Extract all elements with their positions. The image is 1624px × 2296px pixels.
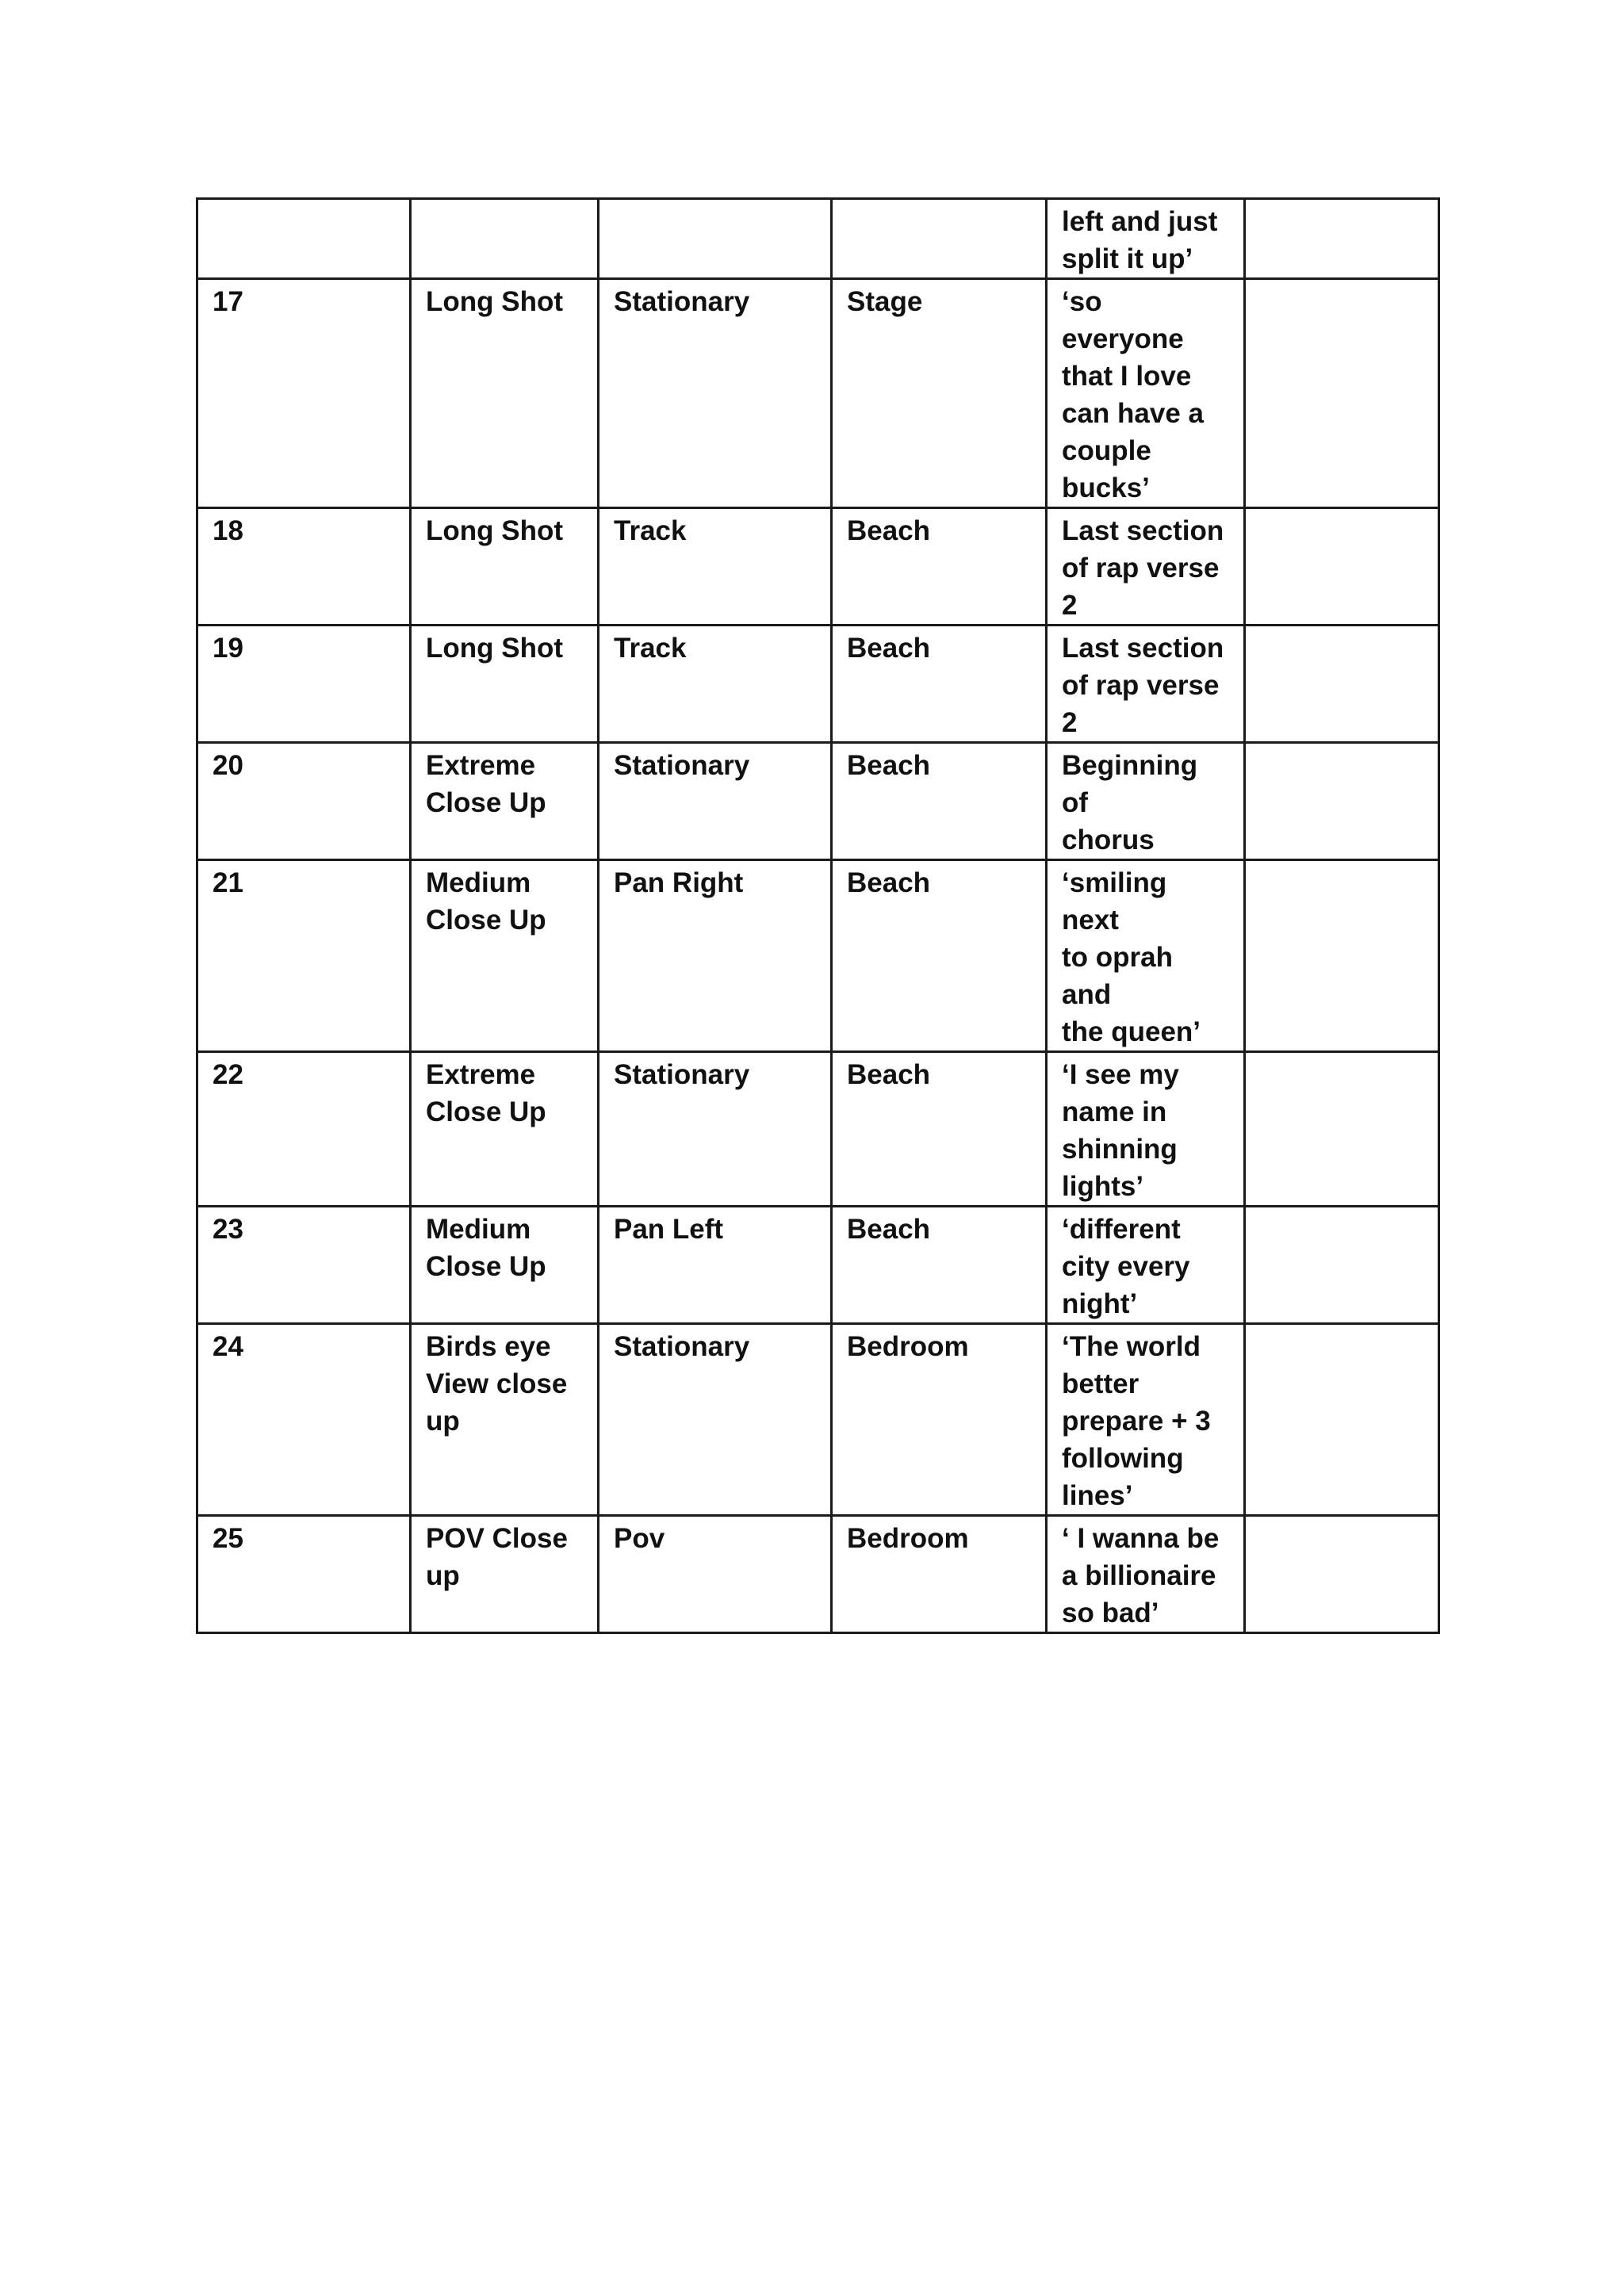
location-cell <box>832 199 1047 279</box>
shot-number-cell: 18 <box>197 508 411 626</box>
shot-number-cell <box>197 199 411 279</box>
lyrics-cell: ‘smiling next to oprah and the queen’ <box>1047 860 1245 1052</box>
lyrics-cell: left and just split it up’ <box>1047 199 1245 279</box>
lyrics-cell: ‘so everyone that I love can have a couple bucks’ <box>1047 279 1245 508</box>
table-row <box>197 626 1439 743</box>
shot-type-cell: Birds eye View close up <box>411 1324 599 1516</box>
notes-cell <box>1245 1207 1439 1324</box>
camera-movement-cell: Pan Right <box>599 860 832 1052</box>
notes-cell <box>1245 860 1439 1052</box>
lyrics-cell: ‘The world better prepare + 3 following lines’ <box>1047 1324 1245 1516</box>
camera-movement-cell: Track <box>599 508 832 626</box>
shot-list-table <box>196 197 1440 1634</box>
location-cell: Beach <box>832 508 1047 626</box>
camera-movement-cell: Stationary <box>599 1052 832 1207</box>
location-cell: Bedroom <box>832 1324 1047 1516</box>
table-row <box>197 860 1439 1052</box>
table-row <box>197 508 1439 626</box>
lyrics-cell: ‘ I wanna be a billionaire so bad’ <box>1047 1516 1245 1633</box>
location-cell: Beach <box>832 1207 1047 1324</box>
shot-number-cell: 20 <box>197 743 411 860</box>
lyrics-cell: Beginning of chorus <box>1047 743 1245 860</box>
shot-number-cell: 22 <box>197 1052 411 1207</box>
shot-type-cell: Long Shot <box>411 279 599 508</box>
camera-movement-cell: Stationary <box>599 743 832 860</box>
shot-number-cell: 23 <box>197 1207 411 1324</box>
lyrics-cell: ‘different city every night’ <box>1047 1207 1245 1324</box>
notes-cell <box>1245 1324 1439 1516</box>
table-row <box>197 743 1439 860</box>
shot-type-cell: Long Shot <box>411 626 599 743</box>
shot-type-cell: Medium Close Up <box>411 1207 599 1324</box>
table-row <box>197 1052 1439 1207</box>
table-row <box>197 199 1439 279</box>
location-cell: Beach <box>832 626 1047 743</box>
location-cell: Beach <box>832 1052 1047 1207</box>
table-row <box>197 1516 1439 1633</box>
camera-movement-cell <box>599 199 832 279</box>
shot-type-cell: Extreme Close Up <box>411 743 599 860</box>
camera-movement-cell: Stationary <box>599 1324 832 1516</box>
shot-number-cell: 21 <box>197 860 411 1052</box>
notes-cell <box>1245 508 1439 626</box>
table-row <box>197 1324 1439 1516</box>
shot-type-cell: POV Close up <box>411 1516 599 1633</box>
notes-cell <box>1245 1516 1439 1633</box>
notes-cell <box>1245 626 1439 743</box>
notes-cell <box>1245 279 1439 508</box>
location-cell: Beach <box>832 743 1047 860</box>
shot-type-cell: Medium Close Up <box>411 860 599 1052</box>
shot-type-cell <box>411 199 599 279</box>
table-row <box>197 1207 1439 1324</box>
shot-number-cell: 17 <box>197 279 411 508</box>
camera-movement-cell: Track <box>599 626 832 743</box>
notes-cell <box>1245 199 1439 279</box>
camera-movement-cell: Stationary <box>599 279 832 508</box>
notes-cell <box>1245 1052 1439 1207</box>
shot-type-cell: Long Shot <box>411 508 599 626</box>
shot-number-cell: 19 <box>197 626 411 743</box>
location-cell: Bedroom <box>832 1516 1047 1633</box>
shot-type-cell: Extreme Close Up <box>411 1052 599 1207</box>
location-cell: Stage <box>832 279 1047 508</box>
lyrics-cell: Last section of rap verse 2 <box>1047 508 1245 626</box>
lyrics-cell: ‘I see my name in shinning lights’ <box>1047 1052 1245 1207</box>
table-row <box>197 279 1439 508</box>
shot-number-cell: 24 <box>197 1324 411 1516</box>
notes-cell <box>1245 743 1439 860</box>
lyrics-cell: Last section of rap verse 2 <box>1047 626 1245 743</box>
shot-number-cell: 25 <box>197 1516 411 1633</box>
camera-movement-cell: Pan Left <box>599 1207 832 1324</box>
location-cell: Beach <box>832 860 1047 1052</box>
camera-movement-cell: Pov <box>599 1516 832 1633</box>
